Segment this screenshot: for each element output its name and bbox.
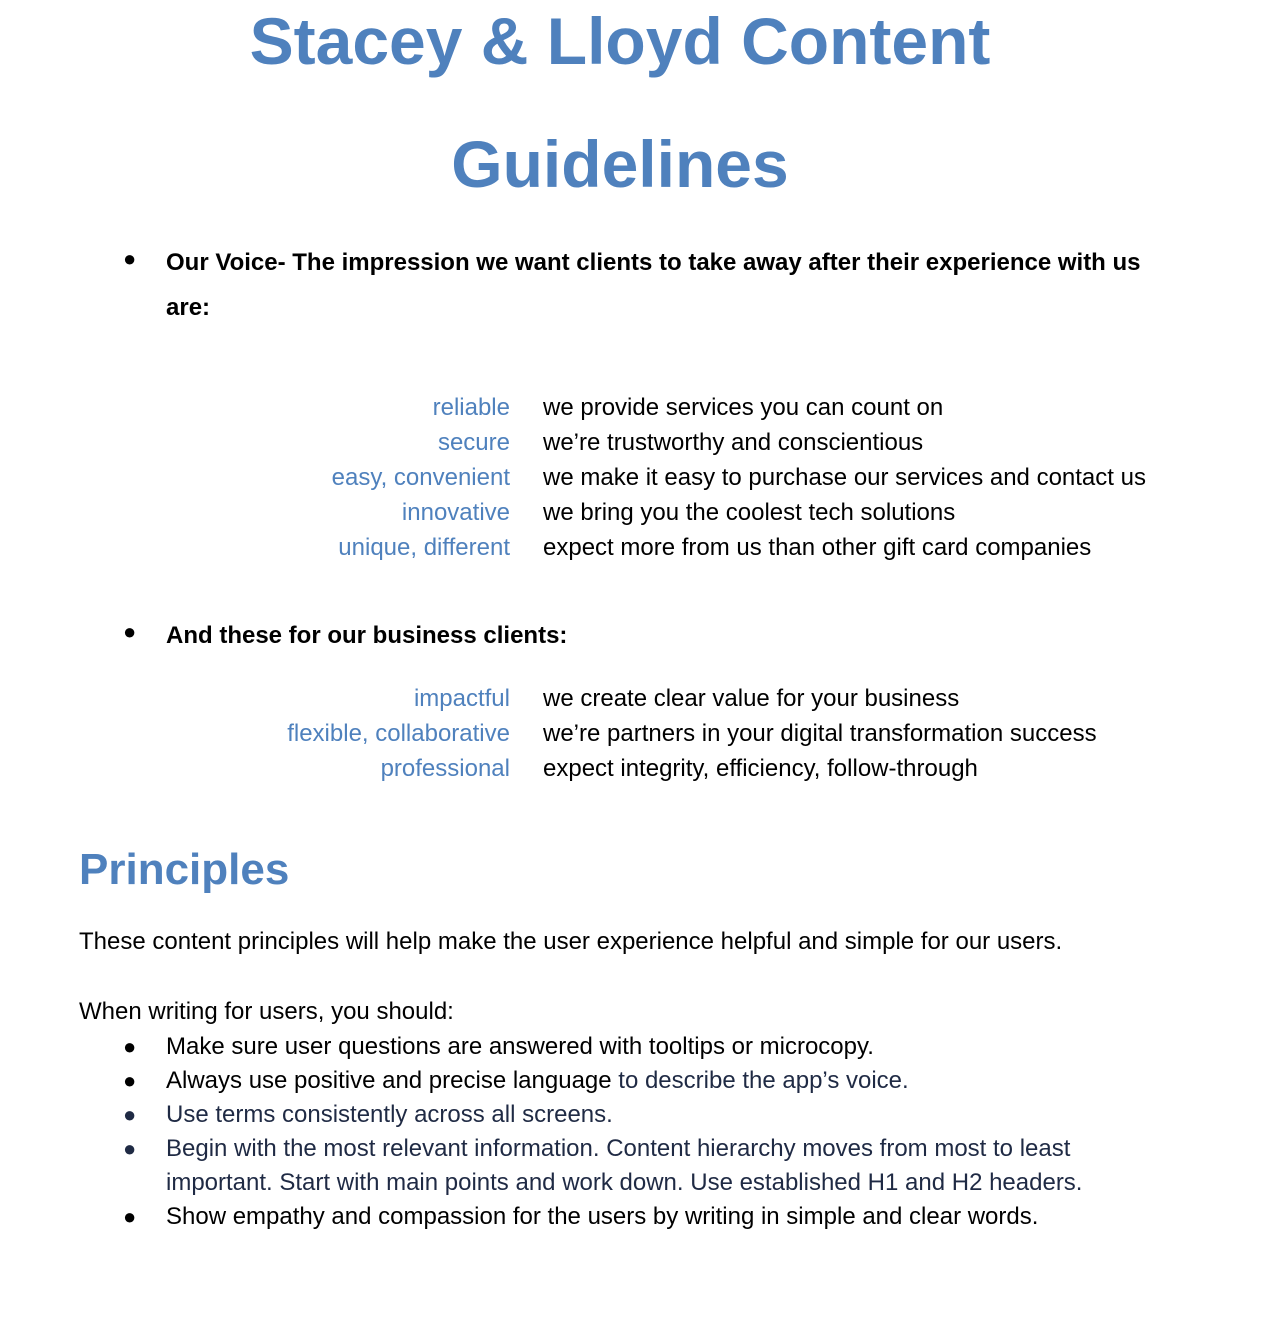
list-item-text: Make sure user questions are answered with tooltips or microcopy. xyxy=(166,1033,874,1060)
business-terms-table xyxy=(0,681,1272,786)
list-item xyxy=(0,1098,1272,1132)
bullet-icon: ● xyxy=(123,1136,137,1161)
term: unique, different xyxy=(338,534,510,561)
principles-intro: These content principles will help make the user experience helpful and simple for our users. xyxy=(79,928,1063,955)
term-row xyxy=(0,530,1272,565)
bullet-icon: ● xyxy=(123,1068,137,1093)
list-item xyxy=(0,1132,1272,1200)
term: easy, convenient xyxy=(331,464,510,491)
principles-list xyxy=(0,1030,1272,1234)
term: reliable xyxy=(432,394,510,421)
list-item xyxy=(0,1200,1272,1234)
term-desc: we provide services you can count on xyxy=(543,394,944,421)
term: innovative xyxy=(401,499,510,526)
term-row xyxy=(0,390,1272,425)
document-title xyxy=(0,0,1240,226)
term-row xyxy=(0,751,1272,786)
title-line-1: Stacey & Lloyd Content xyxy=(249,4,991,78)
term-desc: we bring you the coolest tech solutions xyxy=(543,499,956,526)
term-row xyxy=(0,460,1272,495)
term-row xyxy=(0,495,1272,530)
bullet-icon: ● xyxy=(123,246,137,271)
principles-heading: Principles xyxy=(79,845,290,894)
bullet-icon: ● xyxy=(123,1204,137,1229)
list-item-text: Always use positive and precise language xyxy=(166,1067,612,1094)
list-item-text-cont: to describe the app’s voice. xyxy=(611,1067,909,1094)
bullet-icon: ● xyxy=(123,619,137,644)
term-row xyxy=(0,681,1272,716)
term: professional xyxy=(380,755,510,782)
term-desc: we’re trustworthy and conscientious xyxy=(543,429,924,456)
term: flexible, collaborative xyxy=(287,720,510,747)
term-row xyxy=(0,425,1272,460)
term-row xyxy=(0,716,1272,751)
bullet-icon: ● xyxy=(123,1102,137,1127)
business-intro: And these for our business clients: xyxy=(166,622,568,649)
list-item-text: Use terms consistently across all screens. xyxy=(166,1101,613,1128)
bullet-icon: ● xyxy=(123,1034,137,1059)
list-item xyxy=(0,1064,1272,1098)
list-item xyxy=(0,1030,1272,1064)
term: secure xyxy=(437,429,510,456)
term-desc: we create clear value for your business xyxy=(543,685,960,712)
list-item-text: Show empathy and compassion for the users by writing in simple and clear words. xyxy=(166,1203,1039,1230)
voice-terms-table xyxy=(0,390,1272,565)
term-desc: we make it easy to purchase our services and contact us xyxy=(543,464,1146,491)
title-line-2: Guidelines xyxy=(451,127,789,201)
term-desc: expect more from us than other gift card companies xyxy=(543,534,1092,561)
writing-intro: When writing for users, you should: xyxy=(79,998,454,1025)
term: impactful xyxy=(413,685,510,712)
list-item-text: Begin with the most relevant information. Content hierarchy moves from most to least important. Start with main points and work down. Use established H1 and H2 headers. xyxy=(166,1135,1083,1196)
term-desc: we’re partners in your digital transformation success xyxy=(543,720,1097,747)
term-desc: expect integrity, efficiency, follow-through xyxy=(543,755,978,782)
voice-intro: Our Voice- The impression we want clients to take away after their experience with us are: xyxy=(166,249,1141,321)
